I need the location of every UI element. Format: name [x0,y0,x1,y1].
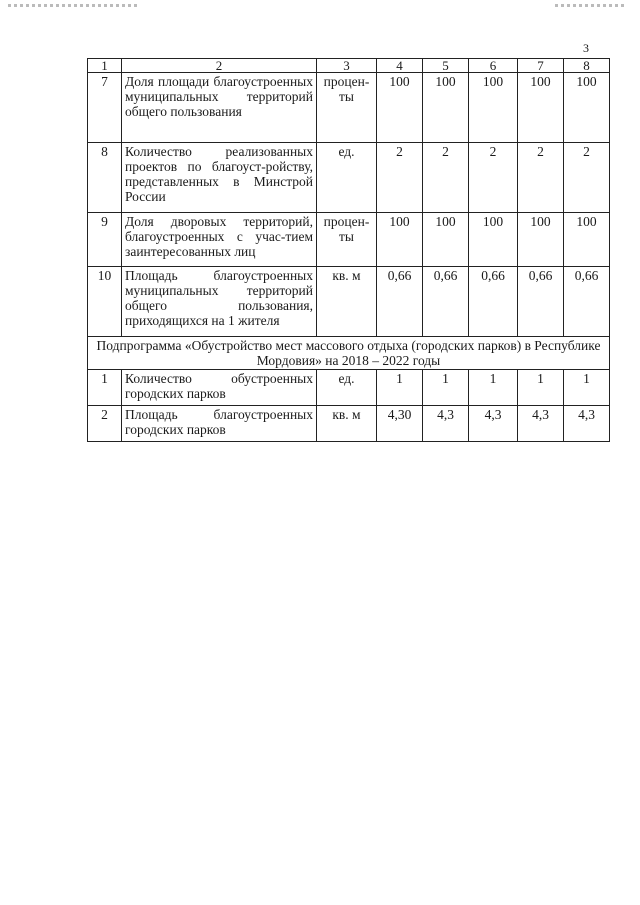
value-cell: 0,66 [377,267,423,337]
value-cell: 2 [423,143,469,213]
header-cell: 6 [469,59,518,73]
value-cell: 1 [423,370,469,406]
value-cell: 4,3 [564,406,610,442]
value-cell: 1 [469,370,518,406]
value-cell: 0,66 [518,267,564,337]
value-cell: 0,66 [564,267,610,337]
value-cell: 1 [564,370,610,406]
scan-artifact [8,4,138,7]
indicator-name: Доля площади благоустроенных муниципальных территорий общего пользования [122,73,317,143]
table-row [88,406,610,442]
subprogram-title: Подпрограмма «Обустройство мест массового отдыха (городских парков) в Республике Мордовия» на 2018 – 2022 годы [88,337,610,370]
value-cell: 4,3 [423,406,469,442]
value-cell: 100 [564,73,610,143]
value-cell: 100 [518,213,564,267]
value-cell: 100 [423,213,469,267]
value-cell: 100 [469,213,518,267]
header-cell: 1 [88,59,122,73]
value-cell: 100 [564,213,610,267]
value-cell: 2 [564,143,610,213]
value-cell: 0,66 [469,267,518,337]
indicator-name: Количество обустроенных городских парков [122,370,317,406]
header-cell: 2 [122,59,317,73]
value-cell: 2 [377,143,423,213]
table-row [88,73,610,143]
value-cell: 100 [469,73,518,143]
row-number: 1 [88,370,122,406]
header-cell: 5 [423,59,469,73]
table-row [88,267,610,337]
indicator-name: Площадь благоустроенных городских парков [122,406,317,442]
indicator-name: Доля дворовых территорий, благоустроенных с учас-тием заинтересованных лиц [122,213,317,267]
unit-cell: ед. [317,143,377,213]
scan-artifact [555,4,625,7]
indicator-name: Площадь благоустроенных муниципальных территорий общего пользования, приходящихся на 1 жителя [122,267,317,337]
value-cell: 0,66 [423,267,469,337]
value-cell: 100 [377,213,423,267]
unit-cell: процен-ты [317,213,377,267]
row-number: 8 [88,143,122,213]
unit-cell: кв. м [317,267,377,337]
value-cell: 100 [423,73,469,143]
unit-cell: кв. м [317,406,377,442]
row-number: 10 [88,267,122,337]
value-cell: 2 [518,143,564,213]
header-cell: 8 [564,59,610,73]
value-cell: 1 [518,370,564,406]
table-row [88,143,610,213]
unit-cell: ед. [317,370,377,406]
section-row [88,337,610,370]
indicators-table [87,58,610,442]
value-cell: 100 [377,73,423,143]
table-row [88,213,610,267]
header-cell: 3 [317,59,377,73]
value-cell: 100 [518,73,564,143]
row-number: 2 [88,406,122,442]
value-cell: 4,30 [377,406,423,442]
page-number: 3 [583,41,589,55]
header-cell: 4 [377,59,423,73]
row-number: 9 [88,213,122,267]
unit-cell: процен-ты [317,73,377,143]
header-cell: 7 [518,59,564,73]
value-cell: 2 [469,143,518,213]
indicator-name: Количество реализованных проектов по благоуст-ройству, представленных в Минстрой России [122,143,317,213]
table-header-row [88,59,610,73]
value-cell: 4,3 [518,406,564,442]
row-number: 7 [88,73,122,143]
value-cell: 1 [377,370,423,406]
value-cell: 4,3 [469,406,518,442]
table-row [88,370,610,406]
